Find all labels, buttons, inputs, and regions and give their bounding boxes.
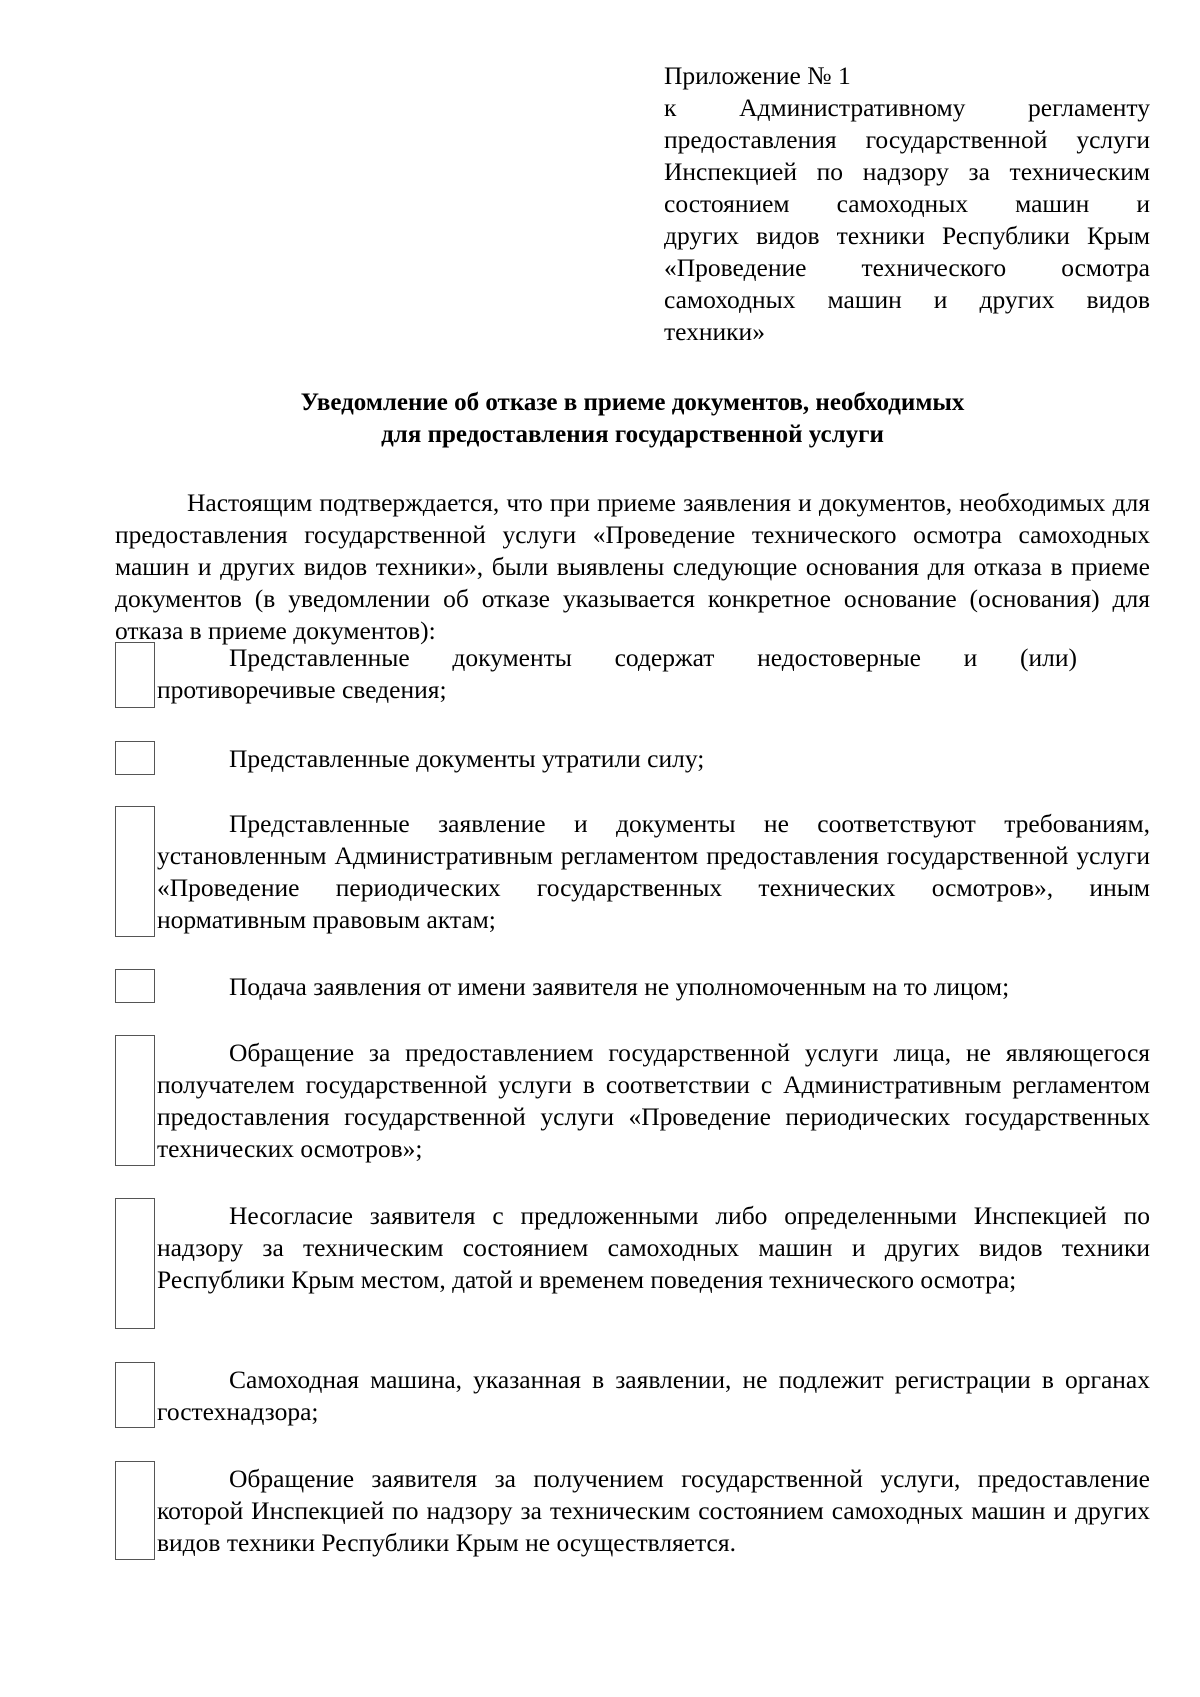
intro-paragraph: Настоящим подтверждается, что при приеме заявления и документов, необходимых для предоставления государственной услуги «Проведение технического осмотра самоходных машин и других видов техники», были выявлены следующие основания для отказа в приеме документов (в уведомлении об отказе указывается конкретное основание (основания) для отказа в приеме документов): [115, 488, 1150, 645]
annex-line: «Проведение технического осмотра [664, 253, 1150, 282]
annex-line: предоставления государственной услуги [664, 125, 1150, 154]
title-line-2: для предоставления государственной услуги [381, 421, 884, 448]
document-title [115, 387, 1150, 451]
ground-checkbox[interactable] [115, 806, 155, 937]
ground-text: Представленные заявление и документы не соответствуют требованиям, установленным Административным регламентом предоставления государственной услуги «Проведение периодических государственных технических осмотров», иным нормативным правовым актам; [157, 809, 1150, 934]
ground-checkbox[interactable] [115, 969, 155, 1003]
annex-line: других видов техники Республики Крым [664, 221, 1150, 250]
ground-text: Представленные документы утратили силу; [229, 744, 705, 773]
ground-checkbox[interactable] [115, 1461, 155, 1560]
ground-checkbox[interactable] [115, 1362, 155, 1428]
ground-checkbox[interactable] [115, 1198, 155, 1329]
title-line-1: Уведомление об отказе в приеме документов, необходимых [300, 389, 965, 416]
ground-checkbox[interactable] [115, 1035, 155, 1166]
ground-text: Подача заявления от имени заявителя не уполномоченным на то лицом; [229, 972, 1010, 1001]
ground-text: Самоходная машина, указанная в заявлении, не подлежит регистрации в органах гостехнадзора; [157, 1365, 1150, 1426]
annex-line: к Административному регламенту [664, 93, 1150, 122]
ground-text: Несогласие заявителя с предложенными либо определенными Инспекцией по надзору за техническим состоянием самоходных машин и других видов техники Республики Крым местом, датой и временем поведения технического осмотра; [157, 1201, 1150, 1294]
ground-checkbox[interactable] [115, 741, 155, 775]
annex-line: самоходных машин и других видов [664, 285, 1150, 314]
ground-text: Обращение за предоставлением государственной услуги лица, не являющегося получателем государственной услуги в соответствии с Административным регламентом предоставления государственной услуги «Проведение периодических государственных технических осмотров»; [157, 1038, 1150, 1163]
annex-line: техники» [664, 317, 765, 346]
ground-text: Представленные документы содержат недостоверные и (или) противоречивые сведения; [157, 643, 1077, 704]
annex-line: Приложение № 1 [664, 61, 851, 90]
ground-checkbox[interactable] [115, 642, 155, 708]
annex-line: состоянием самоходных машин и [664, 189, 1150, 218]
annex-header [664, 60, 1150, 348]
annex-line: Инспекцией по надзору за техническим [664, 157, 1150, 186]
ground-text: Обращение заявителя за получением государственной услуги, предоставление которой Инспекцией по надзору за техническим состоянием самоходных машин и других видов техники Республики Крым не осуществляется. [157, 1464, 1150, 1557]
